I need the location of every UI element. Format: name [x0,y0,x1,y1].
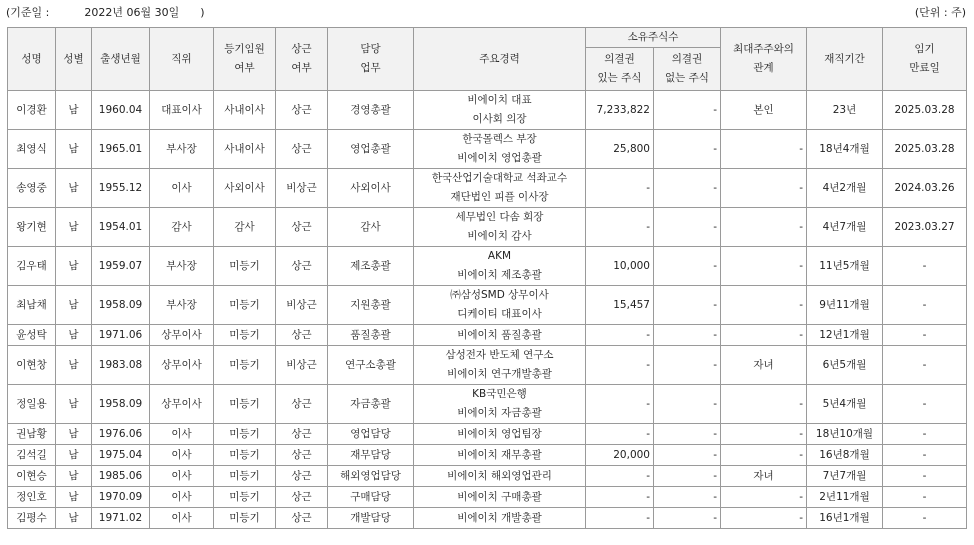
cell-position: 상무이사 [150,385,214,424]
cell-registered: 미등기 [214,325,276,346]
cell-term: - [883,286,967,325]
cell-term: - [883,325,967,346]
cell-name: 이경환 [8,91,56,130]
cell-birth: 1960.04 [92,91,150,130]
cell-career [414,130,586,169]
career-line: 비에이치 연구개발총괄 [447,368,552,380]
cell-position: 부사장 [150,247,214,286]
cell-name: 왕기현 [8,208,56,247]
cell-name: 김평수 [8,508,56,529]
cell-fulltime: 상근 [276,247,328,286]
col-voting: 의결권 있는 주식 [586,48,654,91]
base-date: (기준일 : 2022년 06월 30일 ) [6,6,205,19]
cell-duty: 개발담당 [328,508,414,529]
cell-fulltime: 상근 [276,487,328,508]
cell-registered: 미등기 [214,247,276,286]
cell-position: 부사장 [150,286,214,325]
cell-career [414,208,586,247]
cell-birth: 1976.06 [92,424,150,445]
cell-term: - [883,385,967,424]
cell-fulltime: 상근 [276,424,328,445]
cell-nonvoting: - [654,346,721,385]
cell-name: 김석길 [8,445,56,466]
cell-name: 김우태 [8,247,56,286]
cell-nonvoting: - [654,91,721,130]
cell-registered: 미등기 [214,424,276,445]
col-registered: 등기임원 여부 [214,28,276,91]
cell-nonvoting: - [654,508,721,529]
cell-nonvoting: - [654,424,721,445]
cell-voting: - [586,169,654,208]
col-relation: 최대주주와의 관계 [721,28,807,91]
career-line: KB국민은행 [472,388,527,400]
cell-tenure: 12년1개월 [807,325,883,346]
cell-voting: 15,457 [586,286,654,325]
cell-gender: 남 [56,445,92,466]
cell-tenure: 5년4개월 [807,385,883,424]
cell-nonvoting: - [654,385,721,424]
cell-position: 이사 [150,424,214,445]
cell-fulltime: 상근 [276,130,328,169]
cell-position: 이사 [150,466,214,487]
cell-voting: 10,000 [586,247,654,286]
col-career: 주요경력 [414,28,586,91]
cell-fulltime: 상근 [276,91,328,130]
cell-relation: - [721,325,807,346]
career-line: 비에이치 자금총괄 [457,407,542,419]
cell-voting: 25,800 [586,130,654,169]
col-nonvoting: 의결권 없는 주식 [654,48,721,91]
cell-registered: 미등기 [214,445,276,466]
career-line: 비에이치 대표 [467,94,532,106]
cell-name: 정인호 [8,487,56,508]
cell-nonvoting: - [654,247,721,286]
table-row [8,91,967,130]
cell-nonvoting: - [654,325,721,346]
table-row [8,208,967,247]
career-line: 비에이치 재무총괄 [457,448,542,461]
cell-duty: 연구소총괄 [328,346,414,385]
cell-birth: 1983.08 [92,346,150,385]
cell-voting: - [586,466,654,487]
cell-position: 이사 [150,487,214,508]
cell-term: - [883,466,967,487]
cell-career [414,91,586,130]
cell-fulltime: 비상근 [276,346,328,385]
cell-relation: - [721,169,807,208]
cell-position: 이사 [150,169,214,208]
cell-relation: - [721,385,807,424]
cell-career [414,424,586,445]
cell-name: 최영식 [8,130,56,169]
cell-nonvoting: - [654,286,721,325]
col-birth: 출생년월 [92,28,150,91]
cell-name: 송영중 [8,169,56,208]
cell-tenure: 23년 [807,91,883,130]
cell-duty: 자금총괄 [328,385,414,424]
cell-birth: 1965.01 [92,130,150,169]
cell-position: 이사 [150,445,214,466]
table-row [8,487,967,508]
cell-relation: - [721,247,807,286]
cell-tenure: 6년5개월 [807,346,883,385]
table-row [8,169,967,208]
cell-voting: - [586,508,654,529]
col-tenure: 재직기간 [807,28,883,91]
cell-relation: - [721,424,807,445]
career-line: 비에이치 구매총괄 [457,490,542,503]
table-row [8,346,967,385]
cell-relation: 본인 [721,91,807,130]
col-duty: 담당 업무 [328,28,414,91]
table-row [8,508,967,529]
cell-gender: 남 [56,325,92,346]
cell-nonvoting: - [654,169,721,208]
table-row [8,247,967,286]
col-shares: 소유주식수 [586,28,721,48]
career-line: 비에이치 감사 [467,230,532,242]
cell-term: - [883,508,967,529]
career-line: 비에이치 해외영업관리 [447,469,552,482]
cell-fulltime: 상근 [276,325,328,346]
cell-duty: 해외영업담당 [328,466,414,487]
cell-duty: 사외이사 [328,169,414,208]
cell-career [414,445,586,466]
cell-voting: - [586,208,654,247]
cell-gender: 남 [56,130,92,169]
career-line: 재단법인 피플 이사장 [450,191,549,203]
cell-career [414,346,586,385]
cell-position: 부사장 [150,130,214,169]
cell-fulltime: 상근 [276,385,328,424]
cell-birth: 1955.12 [92,169,150,208]
cell-tenure: 4년2개월 [807,169,883,208]
cell-term: - [883,247,967,286]
cell-fulltime: 상근 [276,466,328,487]
cell-gender: 남 [56,385,92,424]
cell-gender: 남 [56,466,92,487]
cell-registered: 미등기 [214,487,276,508]
col-fulltime: 상근 여부 [276,28,328,91]
cell-birth: 1970.09 [92,487,150,508]
cell-voting: 7,233,822 [586,91,654,130]
cell-nonvoting: - [654,130,721,169]
cell-nonvoting: - [654,466,721,487]
cell-fulltime: 상근 [276,508,328,529]
cell-birth: 1954.01 [92,208,150,247]
cell-relation: - [721,508,807,529]
unit-label: (단위 : 주) [914,6,966,19]
cell-name: 권남황 [8,424,56,445]
cell-career [414,487,586,508]
cell-tenure: 7년7개월 [807,466,883,487]
cell-nonvoting: - [654,208,721,247]
cell-registered: 미등기 [214,508,276,529]
table-row [8,325,967,346]
cell-registered: 미등기 [214,346,276,385]
cell-nonvoting: - [654,487,721,508]
cell-term: - [883,487,967,508]
cell-tenure: 2년11개월 [807,487,883,508]
table-row [8,466,967,487]
cell-tenure: 4년7개월 [807,208,883,247]
career-line: 한국몰렉스 부장 [462,133,537,145]
cell-birth: 1958.09 [92,385,150,424]
cell-registered: 사외이사 [214,169,276,208]
cell-position: 이사 [150,508,214,529]
cell-duty: 경영총괄 [328,91,414,130]
col-position: 직위 [150,28,214,91]
cell-registered: 미등기 [214,286,276,325]
cell-name: 윤성탁 [8,325,56,346]
cell-term: - [883,424,967,445]
career-line: 비에이치 영업총괄 [457,152,542,164]
cell-gender: 남 [56,346,92,385]
career-line: 세무법인 다솜 회장 [455,211,544,223]
cell-name: 이현승 [8,466,56,487]
cell-tenure: 18년10개월 [807,424,883,445]
cell-position: 상무이사 [150,325,214,346]
cell-position: 감사 [150,208,214,247]
cell-relation: - [721,445,807,466]
cell-name: 이현창 [8,346,56,385]
career-line: 비에이치 개발총괄 [457,511,542,524]
table-row [8,445,967,466]
cell-gender: 남 [56,91,92,130]
cell-registered: 미등기 [214,385,276,424]
cell-duty: 구매담당 [328,487,414,508]
cell-term: - [883,445,967,466]
cell-gender: 남 [56,286,92,325]
cell-relation: - [721,130,807,169]
cell-term: 2023.03.27 [883,208,967,247]
cell-relation: 자녀 [721,346,807,385]
cell-position: 상무이사 [150,346,214,385]
cell-registered: 사내이사 [214,130,276,169]
table-row [8,385,967,424]
table-caption [6,4,966,20]
col-name: 성명 [8,28,56,91]
cell-voting: - [586,385,654,424]
cell-duty: 제조총괄 [328,247,414,286]
cell-birth: 1959.07 [92,247,150,286]
cell-career [414,169,586,208]
cell-term: 2024.03.26 [883,169,967,208]
cell-career [414,385,586,424]
cell-tenure: 11년5개월 [807,247,883,286]
career-line: ㈜삼성SMD 상무이사 [450,289,549,301]
cell-voting: - [586,487,654,508]
cell-tenure: 9년11개월 [807,286,883,325]
cell-relation: - [721,286,807,325]
cell-duty: 지원총괄 [328,286,414,325]
cell-birth: 1975.04 [92,445,150,466]
cell-voting: - [586,424,654,445]
career-line: 비에이치 품질총괄 [457,328,542,341]
cell-career [414,247,586,286]
cell-career [414,286,586,325]
cell-birth: 1958.09 [92,286,150,325]
cell-registered: 감사 [214,208,276,247]
cell-tenure: 18년4개월 [807,130,883,169]
col-term: 임기 만료일 [883,28,967,91]
cell-gender: 남 [56,247,92,286]
cell-duty: 감사 [328,208,414,247]
career-line: AKM [487,250,512,262]
cell-relation: - [721,208,807,247]
cell-relation: 자녀 [721,466,807,487]
cell-term: 2025.03.28 [883,130,967,169]
table-row [8,286,967,325]
cell-nonvoting: - [654,445,721,466]
cell-fulltime: 상근 [276,445,328,466]
cell-career [414,325,586,346]
cell-name: 정일용 [8,385,56,424]
cell-relation: - [721,487,807,508]
cell-gender: 남 [56,508,92,529]
table-row [8,424,967,445]
cell-term: - [883,346,967,385]
career-line: 이사회 의장 [472,113,527,125]
cell-gender: 남 [56,424,92,445]
cell-fulltime: 비상근 [276,286,328,325]
cell-career [414,508,586,529]
cell-duty: 품질총괄 [328,325,414,346]
cell-fulltime: 비상근 [276,169,328,208]
cell-duty: 영업총괄 [328,130,414,169]
cell-gender: 남 [56,208,92,247]
table-row [8,130,967,169]
career-line: 비에이치 제조총괄 [457,269,542,281]
career-line: 한국산업기술대학교 석좌교수 [431,172,568,184]
cell-name: 최남채 [8,286,56,325]
cell-duty: 영업담당 [328,424,414,445]
cell-gender: 남 [56,169,92,208]
cell-fulltime: 상근 [276,208,328,247]
cell-position: 대표이사 [150,91,214,130]
cell-tenure: 16년8개월 [807,445,883,466]
cell-voting: - [586,346,654,385]
cell-term: 2025.03.28 [883,91,967,130]
cell-voting: 20,000 [586,445,654,466]
career-line: 비에이치 영업팀장 [457,427,542,440]
cell-gender: 남 [56,487,92,508]
col-gender: 성별 [56,28,92,91]
cell-birth: 1971.06 [92,325,150,346]
cell-registered: 미등기 [214,466,276,487]
cell-birth: 1985.06 [92,466,150,487]
career-line: 삼성전자 반도체 연구소 [445,349,554,361]
cell-registered: 사내이사 [214,91,276,130]
cell-career [414,466,586,487]
career-line: 디케이티 대표이사 [457,308,542,320]
executives-table [7,27,967,529]
cell-voting: - [586,325,654,346]
cell-duty: 재무담당 [328,445,414,466]
cell-tenure: 16년1개월 [807,508,883,529]
cell-birth: 1971.02 [92,508,150,529]
